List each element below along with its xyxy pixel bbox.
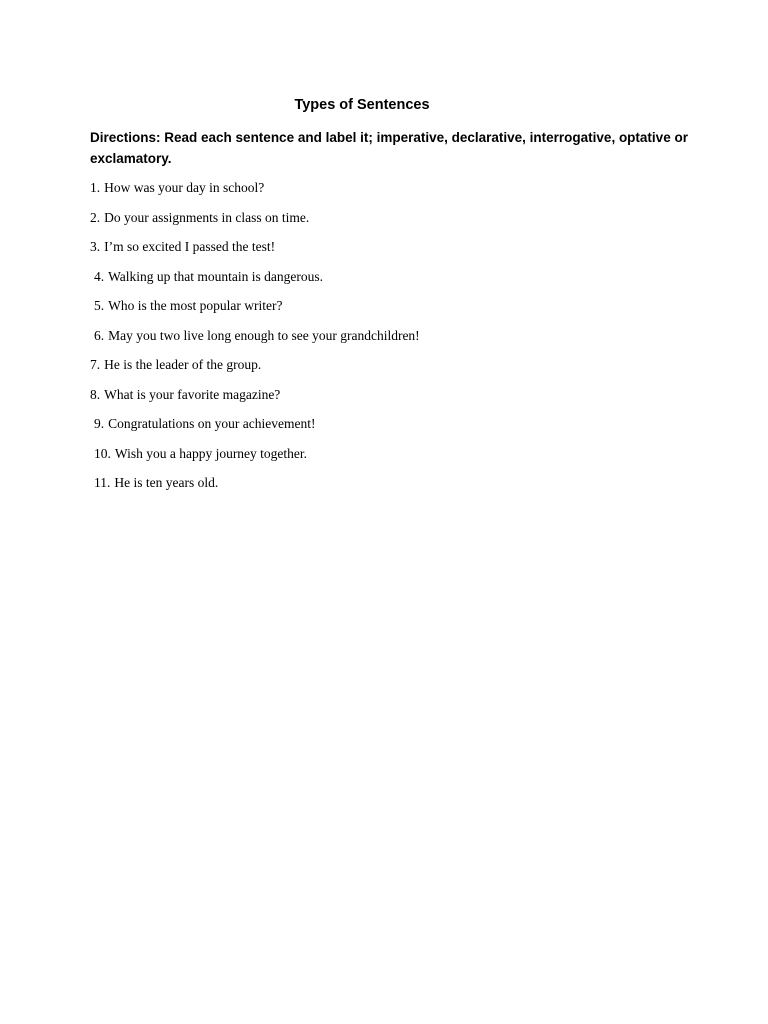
item-number: 4.: [94, 269, 105, 284]
item-number: 8.: [90, 387, 101, 402]
item-number: 7.: [90, 357, 101, 372]
item-number: 1.: [90, 180, 101, 195]
directions-text: Directions: Read each sentence and label it; imperative, declarative, interrogative, optative or exclamatory.: [90, 130, 688, 166]
list-item: [90, 356, 261, 374]
item-text: He is ten years old.: [114, 475, 219, 490]
list-item: [94, 474, 218, 492]
list-item: [90, 209, 309, 227]
item-text: Walking up that mountain is dangerous.: [108, 269, 324, 284]
item-text: I’m so excited I passed the test!: [104, 239, 276, 254]
item-text: Congratulations on your achievement!: [108, 416, 316, 431]
item-text: May you two live long enough to see your grandchildren!: [108, 328, 420, 343]
list-item: [90, 386, 280, 404]
page-title: Types of Sentences: [294, 97, 430, 113]
list-item: [90, 238, 275, 256]
item-text: Do your assignments in class on time.: [104, 210, 310, 225]
list-item: [94, 297, 282, 315]
item-number: 11.: [94, 475, 111, 490]
item-number: 2.: [90, 210, 101, 225]
item-number: 9.: [94, 416, 105, 431]
item-text: Who is the most popular writer?: [108, 298, 283, 313]
list-item: [94, 445, 307, 463]
item-number: 3.: [90, 239, 101, 254]
item-text: Wish you a happy journey together.: [114, 446, 308, 461]
item-number: 5.: [94, 298, 105, 313]
list-item: [90, 179, 264, 197]
item-number: 10.: [94, 446, 111, 461]
item-text: How was your day in school?: [104, 180, 265, 195]
item-text: He is the leader of the group.: [104, 357, 262, 372]
list-item: [94, 268, 323, 286]
item-number: 6.: [94, 328, 105, 343]
list-item: [94, 327, 420, 345]
item-text: What is your favorite magazine?: [104, 387, 281, 402]
list-item: [94, 415, 315, 433]
